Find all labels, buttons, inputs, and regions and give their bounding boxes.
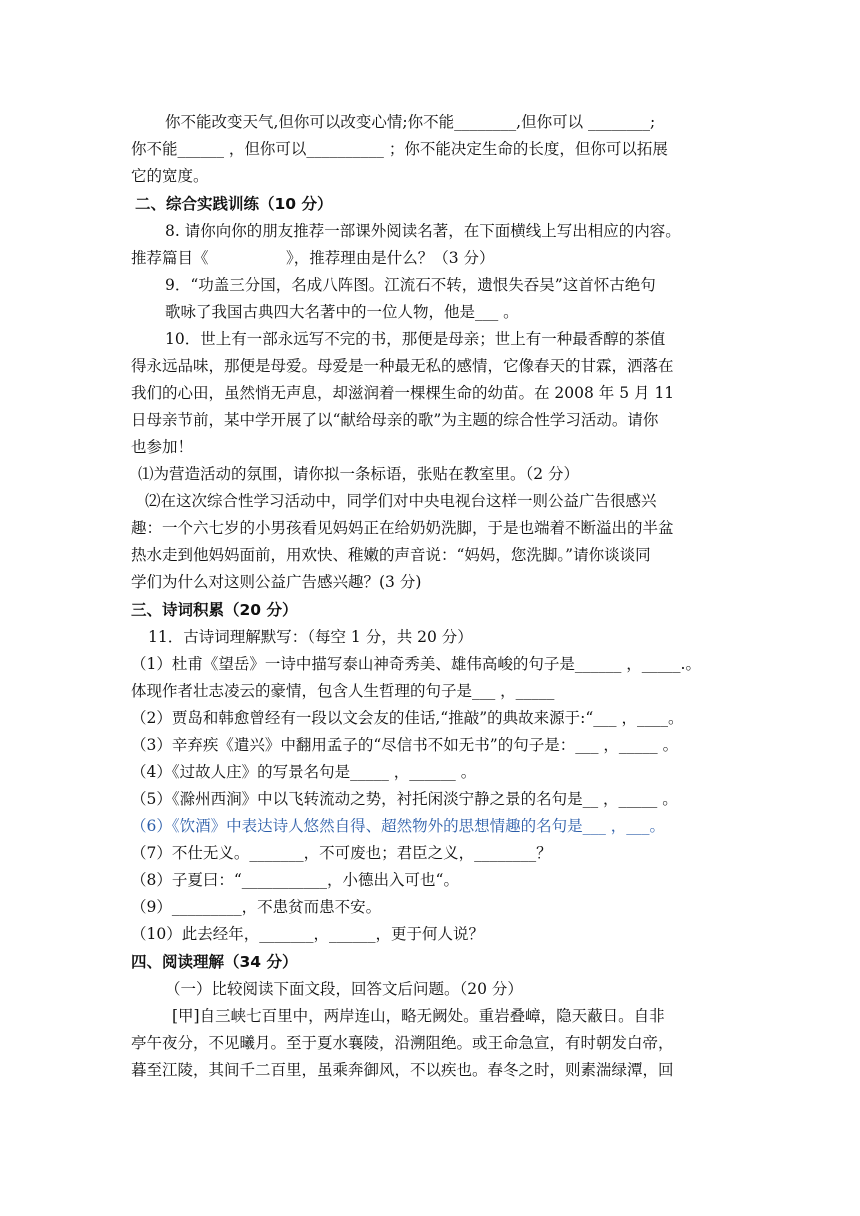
question-10-part-1: ⑴为营造活动的氛围，请你拟一条标语，张贴在教室里。（2 分） xyxy=(138,465,580,483)
poem-item-10: （10）此去经年，_______，______，更于何人说？ xyxy=(131,925,484,943)
question-10-line-5: 也参加！ xyxy=(131,438,194,456)
question-10-line-3: 我们的心田，虽然悄无声息，却滋润着一棵棵生命的幼苗。在 2008 年 5 月 11 xyxy=(131,384,675,402)
reading-passage-line-2: 亭午夜分，不见曦月。至于夏水襄陵，沿溯阻绝。或王命急宣，有时朝发白帝， xyxy=(131,1034,674,1052)
poem-item-3: （3）辛弃疾《遣兴》中翻用孟子的“尽信书不如无书”的句子是：___ ，_____ 。 xyxy=(131,736,679,754)
reading-passage-line-3: 暮至江陵，其间千二百里，虽乘奔御风，不以疾也。春冬之时，则素湍绿潭，回 xyxy=(131,1061,674,1079)
poem-item-2: （2）贾岛和韩愈曾经有一段以文会友的佳话,“推敲”的典故来源于:“___ ，____。 xyxy=(131,709,684,727)
text-line-1: 你不能改变天气,但你可以改变心情;你不能________,但你可以 ________; xyxy=(165,113,656,131)
question-10-line-4: 日母亲节前，某中学开展了以“献给母亲的歌”为主题的综合性学习活动。请你 xyxy=(131,411,659,429)
question-10-part-2-line-2: 趣：一个六七岁的小男孩看见妈妈正在给奶奶洗脚，于是也端着不断溢出的半盆 xyxy=(131,519,674,537)
reading-passage-line-1: [甲]自三峡七百里中，两岸连山，略无阙处。重岩叠嶂，隐天蔽日。自非 xyxy=(172,1007,665,1025)
poem-item-6: （6）《饮酒》中表达诗人悠然自得、超然物外的思想情趣的名句是___ ，___。 xyxy=(131,817,666,835)
poem-item-1-line-1: （1）杜甫《望岳》一诗中描写泰山神奇秀美、雄伟高峻的句子是______ ，_____.。 xyxy=(131,655,701,673)
text-line-3: 它的宽度。 xyxy=(131,167,209,185)
section-heading-3: 三、诗词积累（20 分） xyxy=(131,601,298,619)
question-11-title: 11．古诗词理解默写：（每空 1 分，共 20 分） xyxy=(148,628,473,646)
text-line-2: 你不能______ ，但你可以__________ ；你不能决定生命的长度，但你可以拓展 xyxy=(131,140,668,158)
question-10-part-2-line-1: ⑵在这次综合性学习活动中，同学们对中央电视台这样一则公益广告很感兴 xyxy=(145,492,657,510)
question-10-line-2: 得永远品味，那便是母爱。母爱是一种最无私的感情，它像春天的甘霖，洒落在 xyxy=(131,357,674,375)
poem-item-4: （4）《过故人庄》的写景名句是_____ ，______ 。 xyxy=(131,763,477,781)
question-9-line-2: 歌咏了我国古典四大名著中的一位人物，他是___ 。 xyxy=(165,303,519,321)
question-10-line-1: 10．世上有一部永远写不完的书，那便是母亲；世上有一种最香醇的茶值 xyxy=(165,330,666,348)
section-heading-2: 二、综合实践训练（10 分） xyxy=(135,195,333,213)
question-9-line-1: 9．“功盖三分国，名成八阵图。江流石不转，遗恨失吞吴”这首怀古绝句 xyxy=(165,276,656,294)
poem-item-7: （7）不仕无义。_______，不可废也；君臣之义，________？ xyxy=(131,844,552,862)
question-8-line-2: 推荐篇目《 》，推荐理由是什么？（3 分） xyxy=(131,249,495,267)
poem-item-5: （5）《滁州西涧》中以飞转流动之势，衬托闲淡宁静之景的名句是__ ，_____ 。 xyxy=(131,790,678,808)
question-10-part-2-line-4: 学们为什么对这则公益广告感兴趣？(3 分) xyxy=(131,573,422,591)
poem-item-1-line-2: 体现作者壮志凌云的豪情，包含人生哲理的句子是___ ，_____ xyxy=(131,682,555,700)
question-8-line-1: 8. 请你向你的朋友推荐一部课外阅读名著，在下面横线上写出相应的内容。 xyxy=(165,222,681,240)
poem-item-9: （9）_________，不患贫而患不安。 xyxy=(131,898,382,916)
poem-item-8: （8）子夏曰：“___________，小德出入可也“。 xyxy=(131,871,459,889)
section-heading-4: 四、阅读理解（34 分） xyxy=(131,953,298,971)
reading-intro: （一）比较阅读下面文段，回答文后问题。（20 分） xyxy=(165,980,523,998)
question-10-part-2-line-3: 热水走到他妈妈面前，用欢快、稚嫩的声音说：“妈妈，您洗脚。”请你谈谈同 xyxy=(131,546,651,564)
